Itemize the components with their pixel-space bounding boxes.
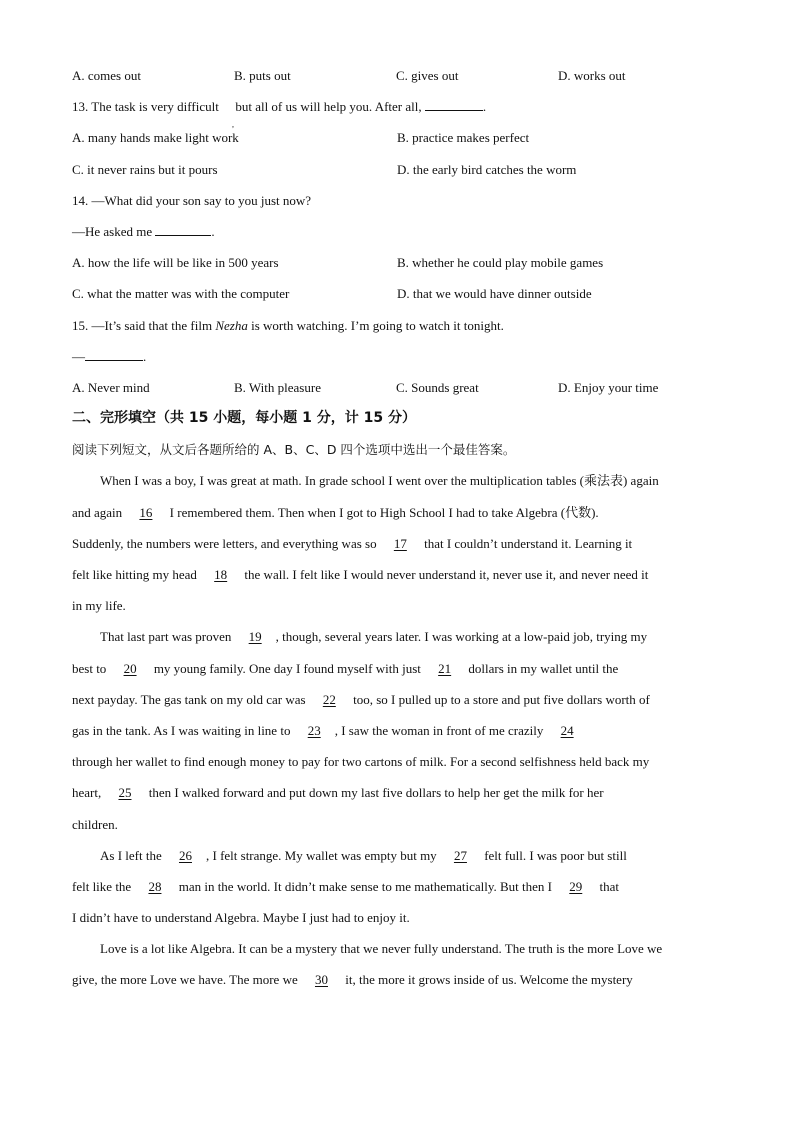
text-fragment: then I walked forward and put down my last five dollars to help her get the milk for her (148, 785, 604, 801)
q13-answer-blank[interactable] (425, 98, 483, 111)
q15-options (72, 372, 724, 403)
q15-option-b[interactable]: B. With pleasure (234, 379, 321, 395)
passage-p2-line7: children. (72, 816, 118, 832)
cloze-blank-17[interactable]: 17 (393, 535, 407, 551)
q13-period: . (482, 99, 487, 115)
cloze-blank-29[interactable]: 29 (569, 878, 583, 894)
text-fragment: felt like the (72, 878, 132, 894)
text-fragment: that (599, 878, 620, 894)
q15-option-c[interactable]: C. Sounds great (396, 379, 479, 395)
cloze-blank-18[interactable]: 18 (214, 567, 228, 582)
text-fragment: As I left the (100, 847, 162, 863)
text-fragment: I remembered them. Then when I got to High School I had to take Algebra (代数). (169, 504, 599, 520)
text-fragment: best to (72, 660, 107, 676)
q15-option-a[interactable]: A. Never mind (72, 379, 150, 395)
text-fragment: Suddenly, the numbers were letters, and everything was so (72, 535, 377, 551)
q13-option-a[interactable]: A. many hands make light work (72, 130, 239, 146)
text-fragment: That last part was proven (100, 629, 232, 645)
q15-line1-part-a: 15. —It’s said that the film (72, 317, 213, 333)
q14-option-d[interactable]: D. that we would have dinner outside (397, 286, 592, 302)
q14-option-c[interactable]: C. what the matter was with the computer (72, 286, 290, 302)
cloze-blank-21[interactable]: 21 (438, 660, 452, 676)
text-fragment: felt full. I was poor but still (484, 847, 627, 863)
passage-p2-line6 (72, 777, 724, 808)
text-fragment: dollars in my wallet until the (468, 660, 619, 676)
q12-option-b[interactable]: B. puts out (234, 68, 291, 83)
q15-line1 (72, 310, 724, 341)
q15-option-d[interactable]: D. Enjoy your time (558, 379, 659, 395)
cloze-blank-26[interactable]: 26 (178, 847, 192, 863)
q14-line2-text: —He asked me (72, 223, 153, 239)
q15-line1-part-b: is worth watching. I’m going to watch it tonight. (251, 317, 504, 333)
q15-answer-blank[interactable] (85, 348, 143, 361)
q14-option-a[interactable]: A. how the life will be like in 500 years (72, 255, 279, 271)
text-fragment: man in the world. It didn’t make sense to me mathematically. But then I (178, 878, 553, 894)
q14-option-b[interactable]: B. whether he could play mobile games (397, 255, 604, 271)
cloze-blank-30[interactable]: 30 (314, 972, 328, 988)
stray-mark: , (232, 120, 234, 130)
q15-film-title: Nezha (215, 317, 248, 333)
passage-p4-line1: Love is a lot like Algebra. It can be a mystery that we never fully understand. The truth is the more Love we (100, 941, 663, 957)
text-fragment: felt like hitting my head (72, 567, 197, 582)
passage-p1-line2 (72, 497, 724, 528)
cloze-blank-25[interactable]: 25 (118, 785, 132, 801)
text-fragment: , though, several years later. I was working at a low-paid job, trying my (275, 629, 648, 645)
q13-stem (72, 91, 724, 130)
cloze-blank-19[interactable]: 19 (248, 629, 262, 645)
q12-option-c[interactable]: C. gives out (396, 68, 459, 83)
passage-p3-line3: I didn’t have to understand Algebra. Maybe I just had to enjoy it. (72, 910, 410, 926)
text-fragment: the wall. I felt like I would never understand it, never use it, and never need it (244, 567, 649, 582)
passage-p3-line2 (72, 871, 724, 902)
text-fragment: next payday. The gas tank on my old car was (72, 691, 306, 707)
passage-p2-line2 (72, 653, 724, 684)
q15-period: . (143, 348, 147, 364)
text-fragment: too, so I pulled up to a store and put five dollars worth of (353, 691, 650, 707)
q13-options-row1 (72, 122, 724, 153)
q13-stem-part-a: 13. The task is very difficult (72, 99, 219, 115)
cloze-blank-23[interactable]: 23 (307, 722, 321, 738)
cloze-blank-24[interactable]: 24 (560, 722, 574, 738)
q12-option-d[interactable]: D. works out (558, 68, 626, 83)
section2-instruction: 阅读下列短文，从文后各题所给的 A、B、C、D 四个选项中选出一个最佳答案。 (72, 442, 516, 458)
q14-period: . (211, 223, 215, 239)
q13-options-row2 (72, 154, 724, 185)
text-fragment: and again (72, 504, 123, 520)
passage-p2-line3 (72, 684, 724, 715)
text-fragment: , I saw the woman in front of me crazily (334, 722, 544, 738)
q13-option-b[interactable]: B. practice makes perfect (397, 130, 530, 146)
cloze-blank-28[interactable]: 28 (148, 878, 162, 894)
text-fragment: gas in the tank. As I was waiting in line to (72, 722, 291, 738)
q13-stem-part-b: but all of us will help you. After all, (235, 99, 422, 115)
q14-line2 (72, 216, 724, 247)
text-fragment: heart, (72, 785, 102, 801)
text-fragment: give, the more Love we have. The more we (72, 972, 298, 988)
passage-p1-line1: When I was a boy, I was great at math. In grade school I went over the multiplication tables (乘法表) again (100, 473, 659, 489)
passage-p1-line5: in my life. (72, 598, 126, 614)
exam-page (72, 60, 724, 996)
passage-p2-line5: through her wallet to find enough money to pay for two cartons of milk. For a second selfishness held back my (72, 754, 650, 770)
q14-line1: 14. —What did your son say to you just now? (72, 192, 312, 208)
passage-p1-line3 (72, 528, 724, 559)
text-fragment: , I felt strange. My wallet was empty but my (205, 847, 437, 863)
q15-line2 (72, 341, 724, 372)
cloze-blank-16[interactable]: 16 (139, 504, 153, 520)
text-fragment: that I couldn’t understand it. Learning it (424, 535, 633, 551)
q12-options (72, 60, 724, 91)
passage-p2-line1 (72, 621, 724, 652)
q14-options-row1 (72, 247, 724, 278)
passage-p3-line1 (72, 840, 724, 871)
q14-options-row2 (72, 278, 724, 309)
q14-answer-blank[interactable] (155, 223, 211, 236)
passage-p1-line4 (72, 559, 724, 590)
passage-p4-line2 (72, 964, 724, 995)
q15-dash: — (72, 348, 85, 364)
q13-option-d[interactable]: D. the early bird catches the worm (397, 161, 577, 177)
q12-option-a[interactable]: A. comes out (72, 68, 141, 83)
cloze-blank-20[interactable]: 20 (123, 660, 137, 676)
passage-p2-line4 (72, 715, 724, 746)
section2-title: 二、完形填空（共 15 小题，每小题 1 分，计 15 分） (72, 410, 416, 427)
q13-option-c[interactable]: C. it never rains but it pours (72, 161, 218, 177)
text-fragment: it, the more it grows inside of us. Welcome the mystery (345, 972, 633, 988)
cloze-blank-27[interactable]: 27 (453, 847, 467, 863)
cloze-blank-22[interactable]: 22 (322, 691, 336, 707)
text-fragment: my young family. One day I found myself with just (153, 660, 421, 676)
